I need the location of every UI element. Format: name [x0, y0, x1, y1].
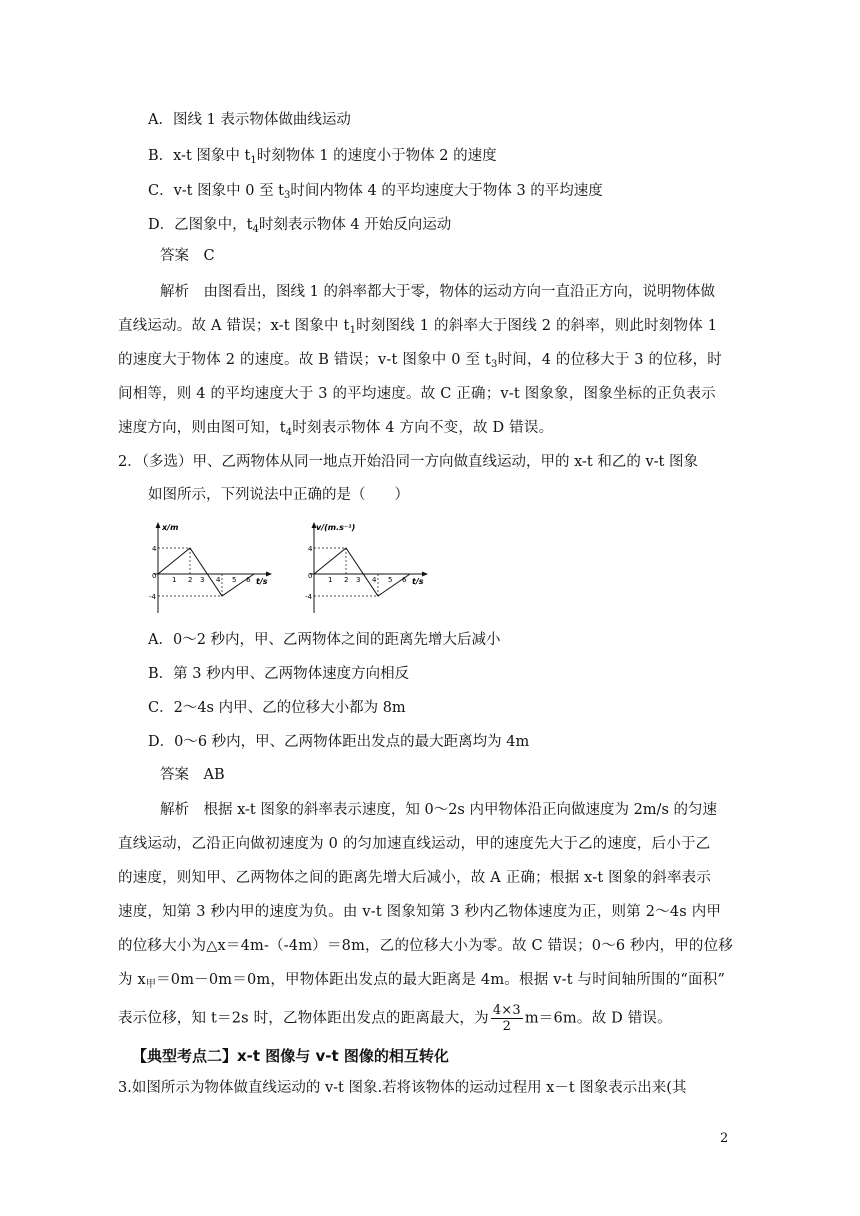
- q2-analysis-line-4: 速度，知第 3 秒内甲的速度为负。由 v-t 图象知第 3 秒内乙物体速度为正，则第 2～4s 内甲: [118, 904, 722, 920]
- q2-analysis-line-2: 直线运动，乙沿正向做初速度为 0 的匀加速直线运动，甲的速度先大于乙的速度，后小于乙: [118, 836, 711, 852]
- vt-y-pos: 4: [308, 545, 313, 553]
- vt-tick-4: 4: [372, 576, 377, 584]
- q2-option-a: A．0～2 秒内，甲、乙两物体之间的距离先增大后减小: [148, 632, 501, 648]
- q2-analysis-line-1: 解析 根据 x-t 图象的斜率表示速度，知 0～2s 内甲物体沿正向做速度为 2m/s 的匀速: [160, 802, 717, 818]
- page-number: 2: [720, 1131, 729, 1146]
- xt-x-arrow: [266, 572, 272, 577]
- section-heading: 【典型考点二】x-t 图像与 v-t 图像的相互转化: [132, 1047, 449, 1065]
- q2-answer: 答案 AB: [160, 767, 225, 783]
- q1-option-c: C．v-t 图象中 0 至 $t_3$时间内物体 4 的平均速度大于物体 3 的平均速度: [148, 183, 603, 201]
- q1-analysis-line-5: 速度方向，则由图可知，$t_4$时刻表示物体 4 方向不变，故 D 错误。: [118, 420, 554, 438]
- q2-analysis-line-7: 表示位移，知 t＝2s 时，乙物体距出发点的距离最大，为 $\frac{4\times 3}{2}$ m＝6m。故 D 错误。: [118, 1003, 672, 1034]
- xt-tick-1: 1: [172, 576, 177, 584]
- q2-stem-line-1: 2．（多选）甲、乙两物体从同一地点开始沿同一方向做直线运动，甲的 x-t 和乙的 v-t 图象: [118, 454, 698, 470]
- vt-origin: 0: [308, 572, 313, 580]
- q2-option-d: D．0～6 秒内，甲、乙两物体距出发点的最大距离均为 4m: [148, 734, 530, 750]
- q1-analysis-line-2: 直线运动。故 A 错误；x-t 图象中 $t_1$时刻图线 1 的斜率大于图线 2 的斜率，则此时刻物体 1: [118, 318, 718, 336]
- q1-analysis-line-4: 间相等，则 4 的平均速度大于 3 的平均速度。故 C 正确；v-t 图象象，图象坐标的正负表示: [118, 386, 716, 402]
- vt-tick-2: 2: [344, 576, 349, 584]
- q1-option-b: B．x-t 图象中 $t_1$时刻物体 1 的速度小于物体 2 的速度: [148, 148, 497, 166]
- q2-analysis-line-3: 的速度，则知甲、乙两物体之间的距离先增大后减小，故 A 正确；根据 x-t 图象的斜率表示: [118, 870, 712, 886]
- q2-option-b: B．第 3 秒内甲、乙两物体速度方向相反: [148, 666, 410, 682]
- xt-graph: [140, 518, 275, 618]
- vt-graph: [296, 518, 431, 618]
- xt-y-arrow: [156, 522, 161, 528]
- xt-tick-5: 5: [232, 576, 237, 584]
- vt-tick-5: 5: [388, 576, 393, 584]
- vt-x-arrow: [422, 572, 428, 577]
- q3-stem: 3.如图所示为物体做直线运动的 v-t 图象.若将该物体的运动过程用 x－t 图象表示出来(其: [118, 1080, 687, 1096]
- xt-tick-6: 6: [246, 576, 251, 584]
- q1-answer: 答案 C: [160, 248, 215, 264]
- xt-tick-2: 2: [188, 576, 193, 584]
- q2-analysis-line-5: 的位移大小为△x＝4m-（-4m）＝8m，乙的位移大小为零。故 C 错误；0～6 秒内，甲的位移: [118, 938, 734, 954]
- xt-xlabel: t/s: [256, 577, 268, 586]
- fraction: $\frac{4\times 3}{2}$: [492, 1003, 521, 1034]
- xt-tick-4: 4: [216, 576, 221, 584]
- vt-y-neg: -4: [305, 593, 312, 601]
- xt-ylabel: x/m: [162, 523, 179, 532]
- vt-tick-3: 3: [356, 576, 361, 584]
- q1-option-d: D．乙图象中，$t_4$时刻表示物体 4 开始反向运动: [148, 217, 452, 235]
- vt-line: [314, 548, 410, 596]
- xt-origin: 0: [152, 572, 157, 580]
- xt-y-neg: -4: [149, 593, 156, 601]
- vt-ylabel: v/(m.s⁻¹): [316, 523, 356, 532]
- vt-tick-6: 6: [402, 576, 407, 584]
- vt-tick-1: 1: [328, 576, 333, 584]
- xt-tick-3: 3: [200, 576, 205, 584]
- xt-y-pos: 4: [152, 545, 157, 553]
- q1-analysis-line-1: 解析 由图看出，图线 1 的斜率都大于零，物体的运动方向一直沿正方向，说明物体做: [160, 284, 715, 300]
- q2-stem-line-2: 如图所示，下列说法中正确的是（ ）: [148, 487, 409, 503]
- xt-line: [158, 548, 254, 596]
- q1-analysis-line-3: 的速度大于物体 2 的速度。故 B 错误；v-t 图象中 0 至 $t_3$时间，4 的位移大于 3 的位移，时: [118, 352, 722, 370]
- q1-option-a: A．图线 1 表示物体做曲线运动: [148, 112, 351, 128]
- vt-xlabel: t/s: [412, 577, 424, 586]
- q2-option-c: C．2～4s 内甲、乙的位移大小都为 8m: [148, 700, 406, 716]
- q2-analysis-line-6: 为 $x_甲=0m-0m=0m$，甲物体距出发点的最大距离是 4m。根据 v-t 与时间轴所围的“面积”: [118, 972, 726, 990]
